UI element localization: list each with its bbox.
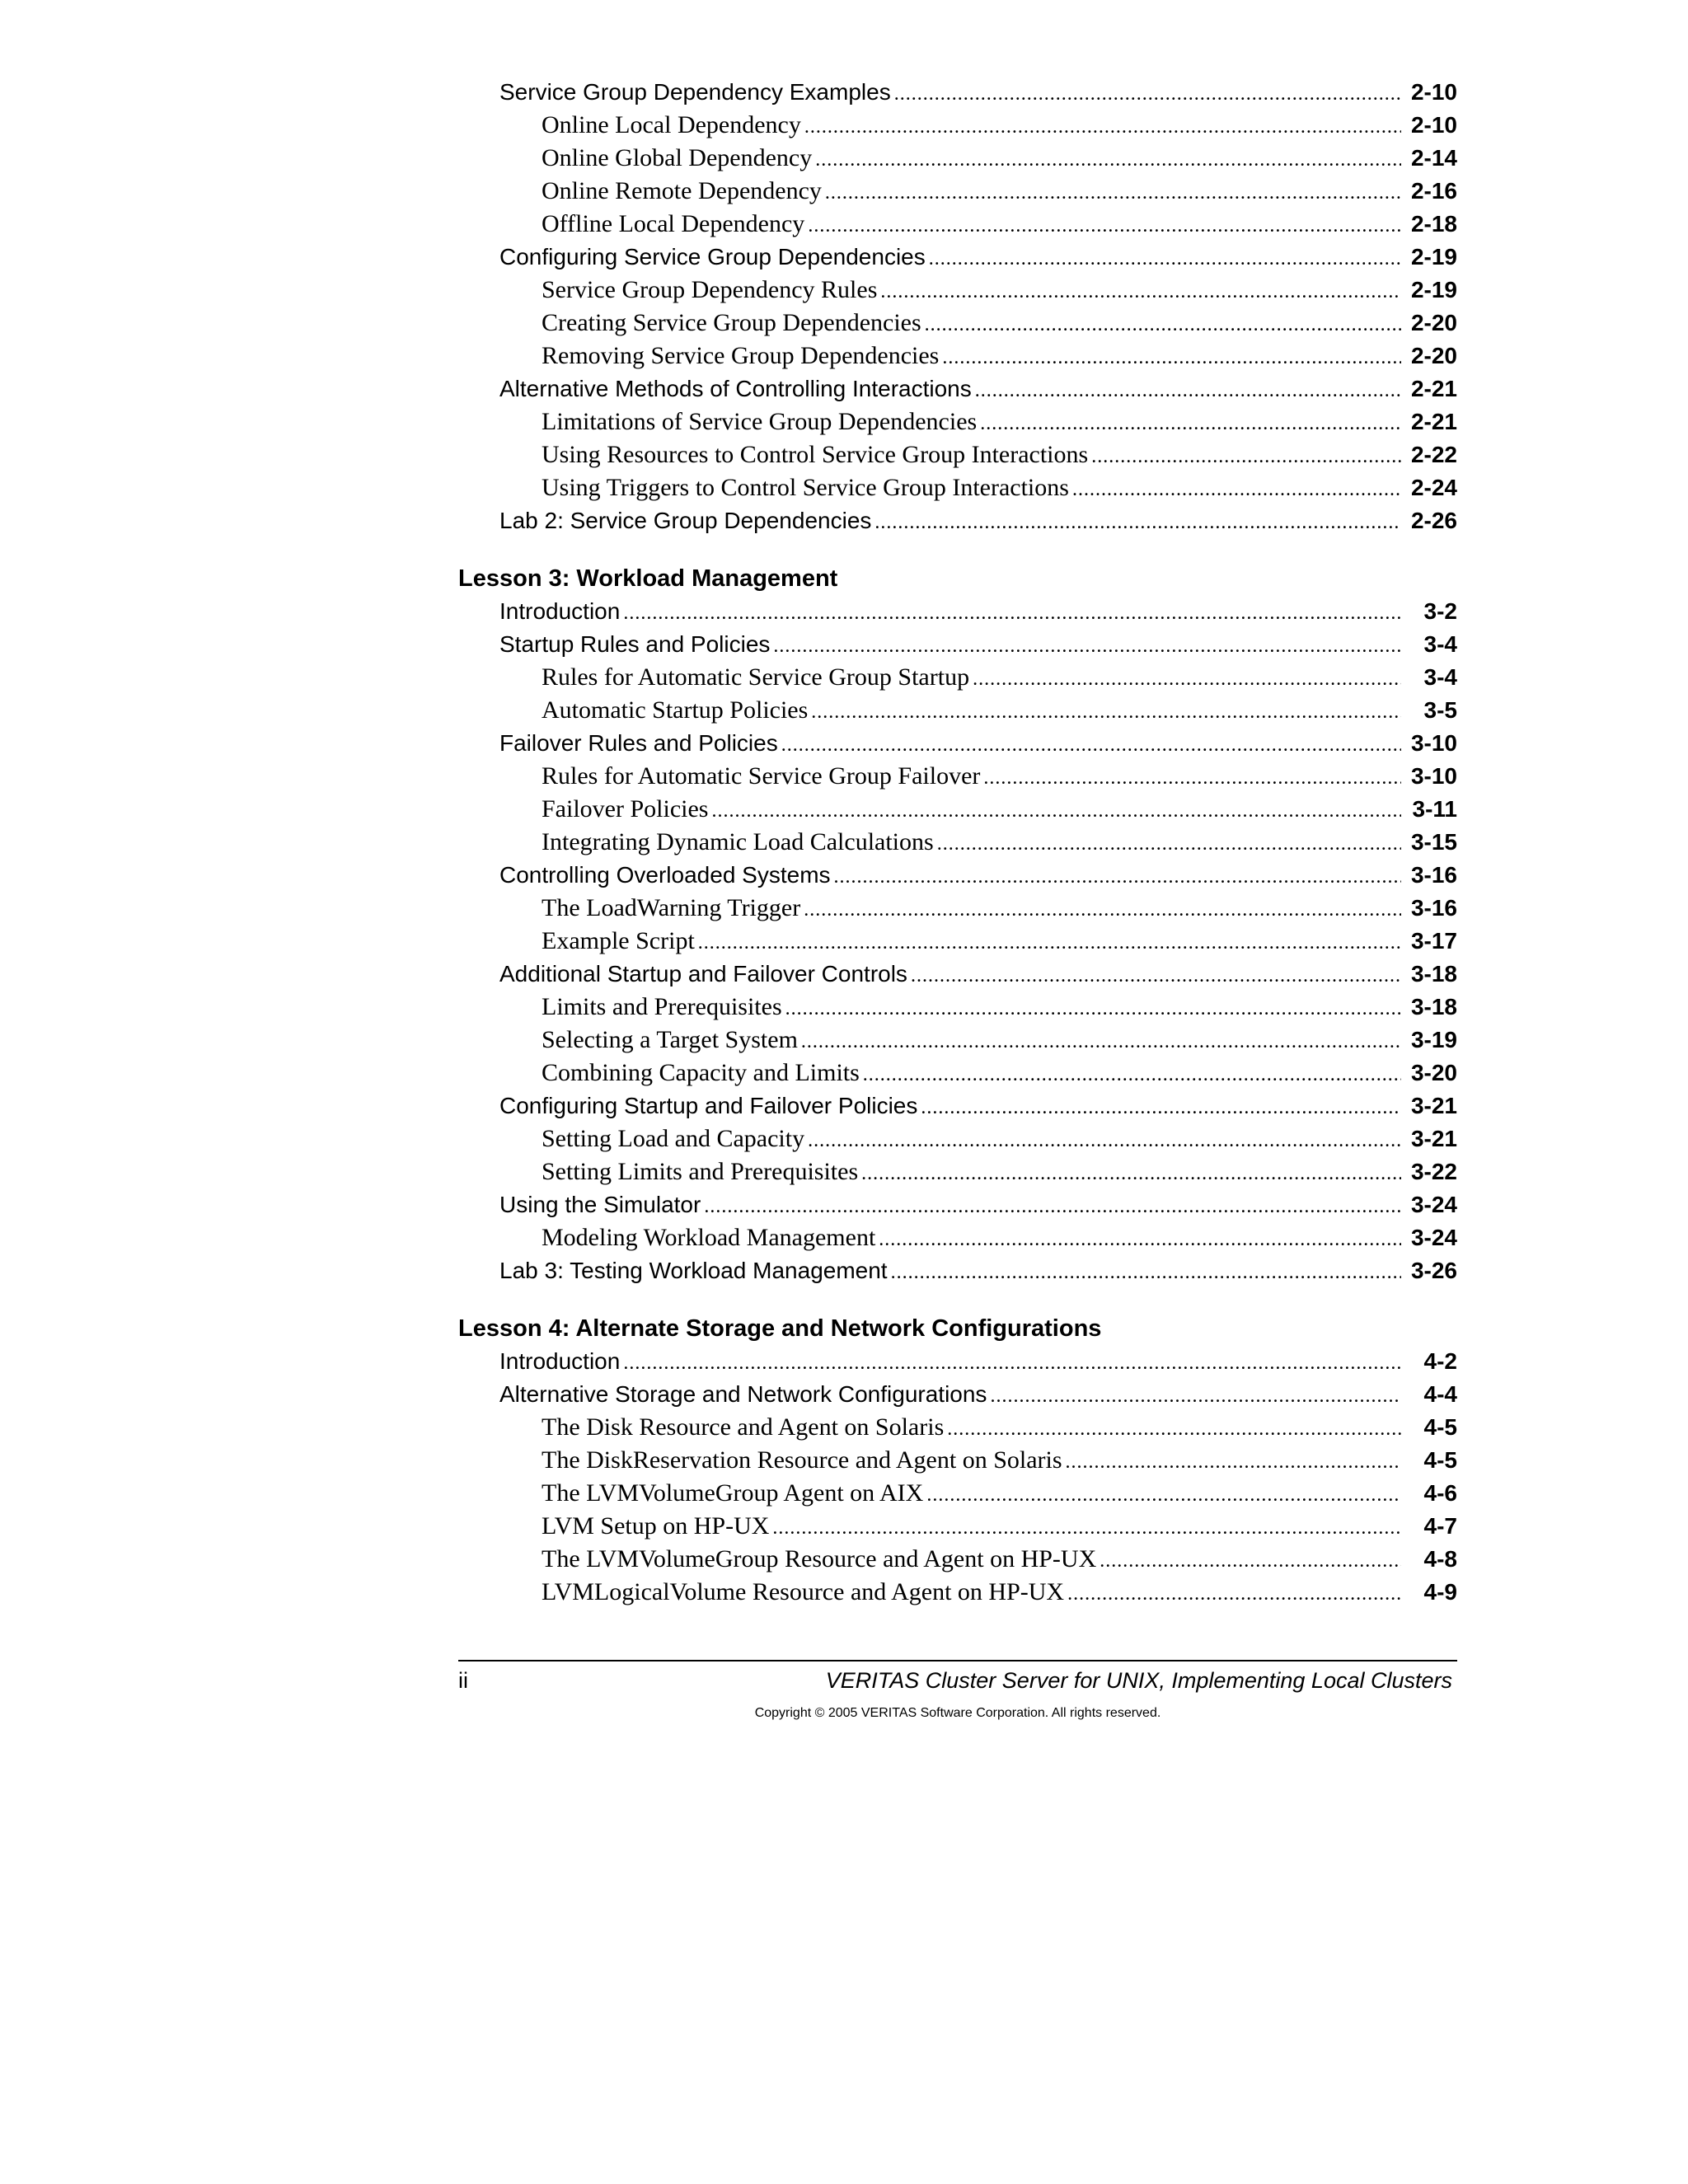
toc-entry-page-number: 3-20 (1410, 1060, 1457, 1085)
toc-entry-title: The LVMVolumeGroup Agent on AIX (542, 1479, 924, 1507)
toc-subsection-entry[interactable] (458, 1444, 1457, 1477)
toc-entry-title: Automatic Startup Policies (542, 696, 809, 724)
dot-leader (781, 727, 1401, 762)
toc-entry-title: The DiskReservation Resource and Agent on Solaris (542, 1446, 1062, 1474)
toc-entry-page-number: 3-5 (1423, 697, 1457, 723)
toc-section-entry[interactable] (458, 727, 1457, 760)
dot-leader (811, 694, 1401, 729)
toc-entry-title: The LVMVolumeGroup Resource and Agent on HP-UX (542, 1545, 1097, 1572)
toc-entry-page-number: 3-26 (1410, 1258, 1457, 1283)
toc-entry-page-number: 3-19 (1410, 1027, 1457, 1052)
toc-entry-title: Online Remote Dependency (542, 177, 822, 204)
toc-entry-page-number: 3-22 (1410, 1159, 1457, 1184)
toc-entry-title: Removing Service Group Dependencies (542, 342, 940, 369)
toc-subsection-entry[interactable] (458, 826, 1457, 859)
toc-section-entry[interactable] (458, 241, 1457, 274)
footer-book-title: VERITAS Cluster Server for UNIX, Implementing Local Clusters (825, 1668, 1452, 1693)
toc-entry-page-number: 3-18 (1410, 994, 1457, 1019)
toc-entry-title: Integrating Dynamic Load Calculations (542, 828, 934, 855)
toc-subsection-entry[interactable] (458, 892, 1457, 925)
toc-entry-title: Rules for Automatic Service Group Startup (542, 663, 970, 691)
toc-section-entry[interactable] (458, 859, 1457, 892)
toc-entry-page-number: 2-20 (1410, 310, 1457, 335)
toc-entry-page-number: 4-9 (1423, 1579, 1457, 1605)
dot-leader (929, 241, 1401, 275)
toc-entry-page-number: 2-14 (1410, 145, 1457, 171)
dot-leader (808, 208, 1401, 242)
dot-leader (623, 1345, 1401, 1380)
toc-entry-title: Failover Rules and Policies (499, 730, 778, 756)
dot-leader (921, 1090, 1401, 1124)
toc-entry-page-number: 4-8 (1423, 1546, 1457, 1572)
toc-subsection-entry[interactable] (458, 471, 1457, 504)
toc-entry-page-number: 3-18 (1410, 961, 1457, 987)
toc-section-entry[interactable] (458, 958, 1457, 991)
toc-entry-title: Lab 3: Testing Workload Management (499, 1258, 888, 1283)
toc-section-entry[interactable] (458, 1345, 1457, 1378)
toc-entry-page-number: 2-10 (1410, 79, 1457, 105)
table-of-contents (458, 76, 1457, 1609)
toc-entry-title: Combining Capacity and Limits (542, 1059, 860, 1086)
toc-entry-page-number: 3-21 (1410, 1093, 1457, 1118)
toc-entry-page-number: 3-17 (1410, 928, 1457, 954)
toc-entry-title: Example Script (542, 927, 695, 954)
toc-entry-title: Additional Startup and Failover Controls (499, 961, 907, 987)
toc-entry-title: Service Group Dependency Rules (542, 276, 878, 303)
lesson-heading: Lesson 3: Workload Management (458, 565, 838, 592)
toc-entry-page-number: 4-4 (1423, 1381, 1457, 1407)
toc-entry-title: Controlling Overloaded Systems (499, 862, 831, 888)
toc-subsection-entry[interactable] (458, 274, 1457, 307)
dot-leader (815, 142, 1401, 176)
toc-entry-page-number: 3-4 (1423, 631, 1457, 657)
dot-leader (973, 661, 1401, 696)
dot-leader (825, 175, 1401, 209)
dot-leader (1091, 438, 1401, 473)
toc-entry-page-number: 2-19 (1410, 244, 1457, 269)
dot-leader (623, 595, 1401, 630)
toc-entry-page-number: 3-11 (1412, 796, 1457, 822)
toc-entry-title: The Disk Resource and Agent on Solaris (542, 1413, 945, 1441)
dot-leader (804, 892, 1401, 926)
page-footer (458, 1660, 1457, 1694)
toc-entry-page-number: 2-22 (1410, 442, 1457, 467)
dot-leader (1100, 1543, 1401, 1577)
toc-entry-page-number: 2-10 (1410, 112, 1457, 138)
dot-leader (983, 760, 1401, 794)
toc-entry-page-number: 2-19 (1410, 277, 1457, 302)
toc-section-entry[interactable] (458, 1090, 1457, 1122)
dot-leader (711, 793, 1401, 827)
toc-entry-title: Lab 2: Service Group Dependencies (499, 508, 872, 533)
dot-leader (834, 859, 1401, 893)
dot-leader (1066, 1444, 1401, 1479)
toc-entry-title: Limits and Prerequisites (542, 993, 782, 1020)
dot-leader (772, 1510, 1401, 1544)
dot-leader (879, 1221, 1401, 1256)
toc-subsection-entry[interactable] (458, 1057, 1457, 1090)
toc-entry-page-number: 3-24 (1410, 1225, 1457, 1250)
toc-entry-title: LVM Setup on HP-UX (542, 1512, 770, 1540)
toc-entry-title: Rules for Automatic Service Group Failover (542, 762, 981, 790)
toc-entry-page-number: 3-2 (1423, 598, 1457, 624)
toc-entry-page-number: 3-10 (1410, 730, 1457, 756)
toc-entry-title: Configuring Startup and Failover Policies (499, 1093, 918, 1118)
dot-leader (942, 340, 1401, 374)
toc-subsection-entry[interactable] (458, 142, 1457, 175)
toc-entry-title: Alternative Methods of Controlling Interactions (499, 376, 972, 401)
toc-entry-title: Modeling Workload Management (542, 1224, 876, 1251)
toc-entry-page-number: 4-5 (1423, 1414, 1457, 1440)
toc-section-entry[interactable] (458, 1188, 1457, 1221)
toc-entry-page-number: 3-21 (1410, 1126, 1457, 1151)
dot-leader (1072, 471, 1401, 506)
toc-entry-page-number: 2-24 (1410, 475, 1457, 500)
toc-entry-page-number: 2-20 (1410, 343, 1457, 368)
toc-entry-title: Setting Load and Capacity (542, 1125, 805, 1152)
toc-entry-page-number: 3-15 (1410, 829, 1457, 855)
toc-subsection-entry[interactable] (458, 793, 1457, 826)
toc-subsection-entry[interactable] (458, 1024, 1457, 1057)
toc-entry-page-number: 4-5 (1423, 1447, 1457, 1473)
toc-subsection-entry[interactable] (458, 1411, 1457, 1444)
toc-entry-title: Startup Rules and Policies (499, 631, 771, 657)
toc-entry-page-number: 4-7 (1423, 1513, 1457, 1539)
toc-subsection-entry[interactable] (458, 760, 1457, 793)
toc-entry-title: Alternative Storage and Network Configurations (499, 1381, 987, 1407)
dot-leader (704, 1188, 1401, 1223)
section-spacer (458, 537, 1457, 562)
toc-entry-title: Introduction (499, 598, 621, 624)
toc-subsection-entry[interactable] (458, 307, 1457, 340)
dot-leader (975, 373, 1401, 407)
toc-entry-page-number: 2-18 (1410, 211, 1457, 237)
toc-entry-title: Creating Service Group Dependencies (542, 309, 921, 336)
toc-entry-title: Limitations of Service Group Dependencies (542, 408, 978, 435)
toc-entry-page-number: 3-24 (1410, 1192, 1457, 1217)
toc-section-entry[interactable] (458, 595, 1457, 628)
toc-subsection-entry[interactable] (458, 405, 1457, 438)
toc-entry-title: Online Local Dependency (542, 111, 801, 138)
toc-subsection-entry[interactable] (458, 1122, 1457, 1155)
toc-entry-page-number: 2-21 (1410, 409, 1457, 434)
toc-entry-title: Introduction (499, 1348, 621, 1374)
toc-subsection-entry[interactable] (458, 1576, 1457, 1609)
dot-leader (990, 1378, 1401, 1413)
toc-section-entry[interactable] (458, 1378, 1457, 1411)
toc-entry-title: Offline Local Dependency (542, 210, 805, 237)
toc-entry-page-number: 3-16 (1410, 862, 1457, 888)
dot-leader (804, 109, 1401, 143)
toc-section-entry[interactable] (458, 504, 1457, 537)
toc-entry-title: LVMLogicalVolume Resource and Agent on HP-UX (542, 1578, 1065, 1605)
toc-section-entry[interactable] (458, 1254, 1457, 1287)
toc-entry-title: Setting Limits and Prerequisites (542, 1158, 859, 1185)
toc-entry-title: Failover Policies (542, 795, 709, 823)
toc-subsection-entry[interactable] (458, 340, 1457, 373)
toc-entry-page-number: 4-6 (1423, 1480, 1457, 1506)
dot-leader (925, 307, 1401, 341)
dot-leader (980, 405, 1401, 440)
dot-leader (808, 1122, 1401, 1157)
dot-leader (926, 1477, 1401, 1511)
lesson-heading: Lesson 4: Alternate Storage and Network Configurations (458, 1315, 1102, 1342)
toc-entry-page-number: 3-10 (1410, 763, 1457, 789)
toc-subsection-entry[interactable] (458, 1155, 1457, 1188)
dot-leader (880, 274, 1401, 308)
toc-entry-title: Selecting a Target System (542, 1026, 798, 1053)
toc-subsection-entry[interactable] (458, 175, 1457, 208)
toc-subsection-entry[interactable] (458, 1543, 1457, 1576)
toc-section-entry[interactable] (458, 628, 1457, 661)
dot-leader (861, 1155, 1401, 1190)
toc-entry-title: Using Triggers to Control Service Group Interactions (542, 474, 1069, 501)
toc-subsection-entry[interactable] (458, 438, 1457, 471)
toc-entry-page-number: 2-21 (1410, 376, 1457, 401)
toc-subsection-entry[interactable] (458, 1221, 1457, 1254)
footer-page-number: ii (458, 1668, 468, 1693)
toc-subsection-entry[interactable] (458, 109, 1457, 142)
toc-entry-page-number: 3-4 (1423, 664, 1457, 690)
dot-leader (947, 1411, 1401, 1446)
dot-leader (773, 628, 1401, 663)
toc-entry-page-number: 3-16 (1410, 895, 1457, 921)
toc-section-entry[interactable] (458, 373, 1457, 405)
toc-entry-page-number: 4-2 (1423, 1348, 1457, 1374)
dot-leader (891, 1254, 1401, 1289)
dot-leader (894, 76, 1401, 110)
toc-subsection-entry[interactable] (458, 208, 1457, 241)
toc-entry-page-number: 2-16 (1410, 178, 1457, 204)
toc-entry-page-number: 2-26 (1410, 508, 1457, 533)
dot-leader (863, 1057, 1401, 1091)
toc-entry-title: Service Group Dependency Examples (499, 79, 891, 105)
toc-entry-title: The LoadWarning Trigger (542, 894, 801, 921)
section-spacer (458, 1287, 1457, 1312)
dot-leader (785, 991, 1401, 1025)
toc-subsection-entry[interactable] (458, 1510, 1457, 1543)
dot-leader (1067, 1576, 1401, 1610)
dot-leader (874, 504, 1401, 539)
toc-subsection-entry[interactable] (458, 991, 1457, 1024)
toc-section-entry[interactable] (458, 76, 1457, 109)
toc-entry-title: Using the Simulator (499, 1192, 701, 1217)
copyright-notice: Copyright © 2005 VERITAS Software Corporation. All rights reserved. (754, 1706, 1161, 1720)
dot-leader (698, 925, 1401, 959)
toc-subsection-entry[interactable] (458, 1477, 1457, 1510)
toc-subsection-entry[interactable] (458, 925, 1457, 958)
dot-leader (911, 958, 1401, 992)
dot-leader (937, 826, 1401, 860)
dot-leader (801, 1024, 1401, 1058)
toc-subsection-entry[interactable] (458, 661, 1457, 694)
toc-entry-title: Using Resources to Control Service Group Interactions (542, 441, 1089, 468)
toc-subsection-entry[interactable] (458, 694, 1457, 727)
toc-entry-title: Online Global Dependency (542, 144, 813, 171)
toc-entry-title: Configuring Service Group Dependencies (499, 244, 926, 269)
